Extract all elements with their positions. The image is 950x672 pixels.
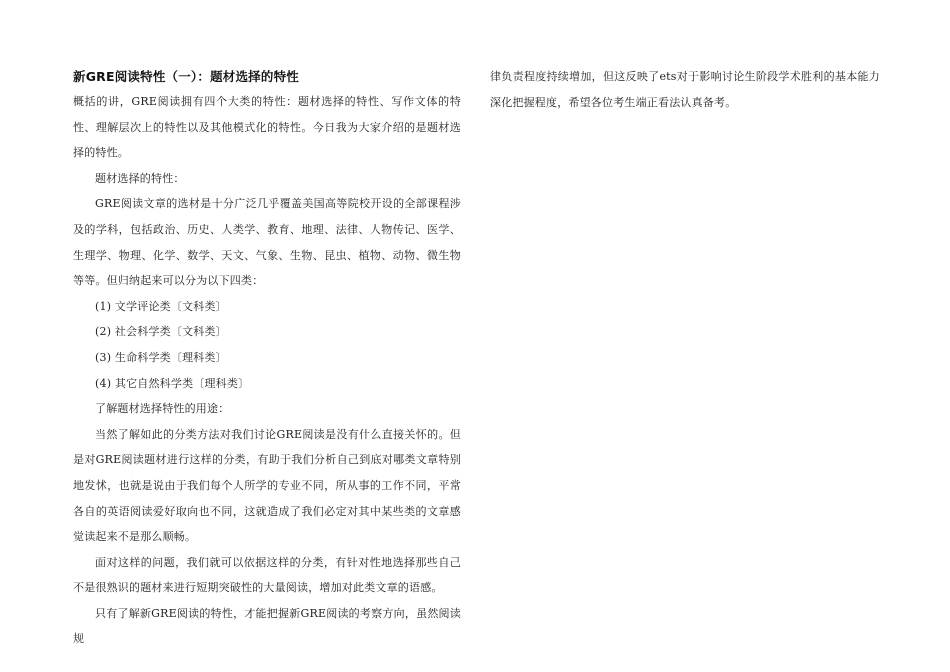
- classification-paragraph: 当然了解如此的分类方法对我们讨论GRE阅读是没有什么直接关怀的。但是对GRE阅读题材进行这样的分类，有助于我们分析自己到底对哪类文章特别地发怵，也就是说由于我们每个人所学的专业不同，所从事的工作不同，平常各自的英语阅读爱好取向也不同，这就造成了我们必定对其中某些类的文章感觉读起来不是那么顺畅。: [73, 427, 461, 544]
- strategy-paragraph: 面对这样的问题，我们就可以依据这样的分类，有针对性地选择那些自己不是很熟识的题材来进行短期突破性的大量阅读，增加对此类文章的语感。: [73, 555, 461, 595]
- list-item: (4) 其它自然科学类〔理科类〕: [95, 376, 250, 390]
- section-heading-usage: 了解题材选择特性的用途：: [95, 402, 230, 416]
- topic-range-paragraph: GRE阅读文章的选材是十分广泛几乎覆盖美国高等院校开设的全部课程涉及的学科，包括政治、历史、人类学、教育、地理、法律、人物传记、医学、生理学、物理、化学、数学、天文、气象、生物、昆虫、植物、动物、微生物等等。但归纳起来可以分为以下四类：: [73, 197, 461, 288]
- section-heading-topic-features: 题材选择的特性：: [95, 171, 185, 185]
- conclusion-paragraph-continued: 律负责程度持续增加，但这反映了ets对于影响讨论生阶段学术胜利的基本能力深化把握程度，希望各位考生端正看法认真备考。: [490, 70, 880, 109]
- list-item: (3) 生命科学类〔理科类〕: [95, 350, 227, 364]
- document-title: 新GRE阅读特性（一）：题材选择的特性: [73, 69, 299, 84]
- list-item: (1) 文学评论类〔文科类〕: [95, 299, 227, 313]
- left-column: [73, 64, 461, 652]
- list-item: (2) 社会科学类〔文科类〕: [95, 325, 227, 339]
- conclusion-paragraph-start: 只有了解新GRE阅读的特性，才能把握新GRE阅读的考察方向，虽然阅读规: [73, 606, 461, 646]
- intro-paragraph: 概括的讲，GRE阅读拥有四个大类的特性：题材选择的特性、写作文体的特性、理解层次上的特性以及其他模式化的特性。今日我为大家介绍的是题材选择的特性。: [73, 95, 461, 160]
- right-column: [490, 64, 880, 115]
